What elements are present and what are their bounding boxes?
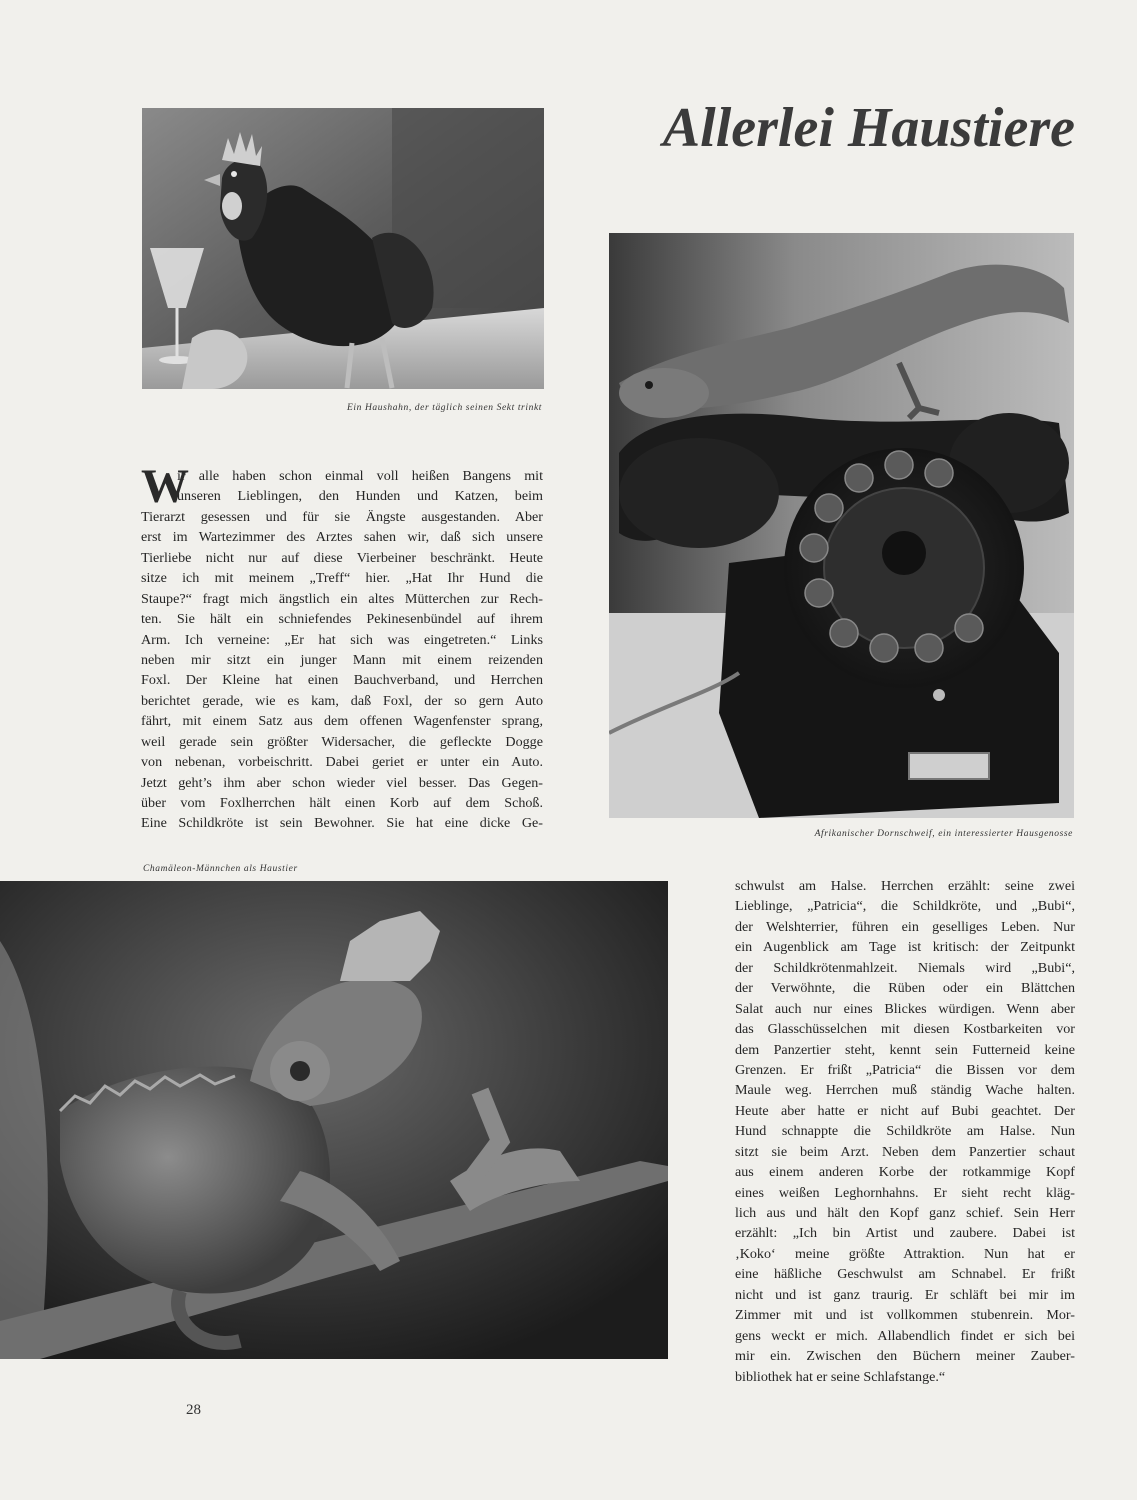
article-line: Lieblinge, „Patricia“, die Schildkröte, und „Bubi“, xyxy=(735,898,1075,915)
article-line: Tierarzt gesessen und für sie Ängste ausgestanden. Aber xyxy=(141,508,543,525)
article-line: unseren Lieblingen, den Hunden und Katzen, beim xyxy=(177,488,543,505)
article-line: der Schildkrötenmahlzeit. Niemals wird „Bubi“, xyxy=(735,959,1075,976)
article-line: Jetzt geht’s ihm aber schon wieder viel besser. Das Gegen- xyxy=(141,774,543,791)
rooster-photo xyxy=(142,108,544,389)
article-line: von nebenan, vorbeischritt. Dabei geriet er unter ein Auto. xyxy=(141,754,543,771)
article-line: lich aus und hält den Kopf ganz schief. Sein Herr xyxy=(735,1205,1075,1221)
article-line: berichtet gerade, wie es kam, daß Foxl, der so gern Auto xyxy=(141,692,543,709)
article-line: Zimmer mit und ist vollkommen stubenrein. Mor- xyxy=(735,1307,1075,1324)
rooster-illustration xyxy=(142,108,544,389)
chameleon-caption: Chamäleon-Männchen als Haustier xyxy=(143,864,298,874)
page-number: 28 xyxy=(186,1402,201,1418)
article-line: mir ein. Zwischen den Büchern meiner Zauber- xyxy=(735,1348,1075,1365)
article-line: erzählt: „Ich bin Artist und zaubere. Dabei ist xyxy=(735,1225,1075,1242)
article-line: erst im Wartezimmer des Arztes sahen wir, daß sich unsere xyxy=(141,529,543,546)
article-line: Tierliebe nicht nur auf diese Vierbeiner beschränkt. Heute xyxy=(141,549,543,566)
article-line: der Welshterrier, führen ein geselliges Leben. Nur xyxy=(735,918,1075,935)
chameleon-photo xyxy=(0,881,668,1359)
article-line: bibliothek hat er seine Schlafstange.“ xyxy=(735,1368,946,1385)
article-line: sitze ich mit meinem „Treff“ hier. „Hat Ihr Hund die xyxy=(141,570,543,587)
article-line: Eine Schildkröte ist sein Bewohner. Sie hat eine dicke Ge- xyxy=(141,815,543,832)
article-line: eine häßliche Geschwulst am Schnabel. Er frißt xyxy=(735,1266,1075,1283)
article-line: über vom Foxlherrchen hält einen Korb auf dem Schoß. xyxy=(141,795,543,811)
article-line: sitzt sie beim Arzt. Neben dem Panzertier schaut xyxy=(735,1143,1075,1160)
article-line: das Glasschüsselchen mit diesen Kostbarkeiten vor xyxy=(735,1021,1075,1038)
article-column-right xyxy=(735,876,1075,1387)
article-line: aus einem anderen Korbe der rotkammige Kopf xyxy=(735,1164,1075,1181)
article-line: schwulst am Halse. Herrchen erzählt: seine zwei xyxy=(735,878,1075,894)
article-line: ‚Koko‘ meine größte Attraktion. Nun hat er xyxy=(735,1245,1075,1262)
article-line: Staupe?“ fragt mich ängstlich ein altes Mütterchen zur Rech- xyxy=(141,590,543,607)
article-line: Foxl. Der Kleine hat einen Bauchverband, und Herrchen xyxy=(141,672,543,689)
article-line: nicht und ist ganz traurig. Er schläft bei mir im xyxy=(735,1286,1075,1303)
article-line: ir alle haben schon einmal voll heißen Bangens mit xyxy=(177,468,543,484)
drop-cap: W xyxy=(141,460,189,513)
article-line: der Verwöhnte, die Rüben oder ein Blättchen xyxy=(735,980,1075,997)
article-line: dem Panzertier steht, kennt sein Futterneid keine xyxy=(735,1041,1075,1058)
article-line: Grenzen. Er frißt „Patricia“ die Bissen vor dem xyxy=(735,1061,1075,1078)
article-column-left xyxy=(141,460,543,834)
article-line: weil gerade sein größter Widersacher, die gefleckte Dogge xyxy=(141,733,543,750)
article-title: Allerlei Haustiere xyxy=(662,97,1075,159)
article-line: ten. Sie hält ein schniefendes Pekinesenbündel auf ihrem xyxy=(141,611,543,628)
telephone-lizard-photo xyxy=(609,233,1074,818)
telephone-lizard-illustration xyxy=(609,233,1074,818)
article-line: Maule weg. Herrchen muß ständig Wache halten. xyxy=(735,1082,1075,1099)
article-line: ein Augenblick am Tage ist kritisch: der Zeitpunkt xyxy=(735,939,1075,956)
article-line: gens weckt er mich. Allabendlich findet er sich bei xyxy=(735,1327,1075,1344)
telephone-caption: Afrikanischer Dornschweif, ein interessierter Hausgenosse xyxy=(814,829,1073,839)
article-line: eines weißen Leghornhahns. Er sieht recht kläg- xyxy=(735,1184,1075,1201)
chameleon-illustration xyxy=(0,881,668,1359)
article-line: Arm. Ich verneine: „Er hat sich was eingetreten.“ Links xyxy=(141,631,543,648)
article-line: fährt, mit einem Satz aus dem offenen Wagenfenster sprang, xyxy=(141,713,543,730)
rooster-caption: Ein Haushahn, der täglich seinen Sekt trinkt xyxy=(347,403,542,413)
article-line: neben mir sitzt ein junger Mann mit einem reizenden xyxy=(141,651,543,668)
article-line: Heute aber hatte er nicht auf Bubi geachtet. Der xyxy=(735,1102,1075,1119)
article-line: Hund schnappte die Schildkröte am Halse. Nun xyxy=(735,1123,1075,1140)
article-line: Salat auch nur eines Blickes würdigen. Wenn aber xyxy=(735,1000,1075,1017)
